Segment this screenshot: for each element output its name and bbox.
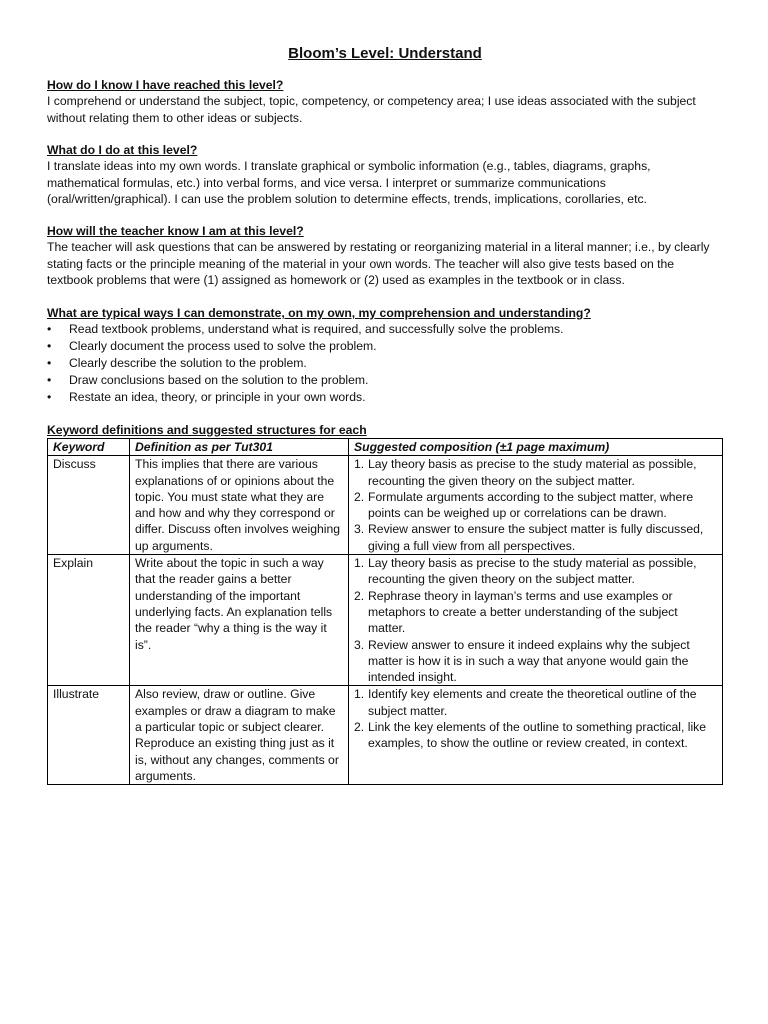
composition-cell: [349, 555, 723, 686]
definition-cell: Also review, draw or outline. Give examples or draw a diagram to make a particular topic or subject clearer. Reproduce an existing thing just as it is, without any changes, comments or arguments.: [130, 686, 349, 785]
table-row: [48, 686, 723, 785]
table-row: [48, 555, 723, 686]
section-teacher-know: [47, 223, 723, 289]
bullet-icon: •: [47, 339, 52, 353]
table-heading: Keyword definitions and suggested structures for each: [47, 423, 367, 437]
table-row: [48, 456, 723, 555]
section-text: I translate ideas into my own words. I translate graphical or symbolic information (e.g., tables, diagrams, graphs, mathematical formulas, etc.) into verbal forms, and vice versa. I interpret or summarize communications (oral/written/graphical). I can use the problem solution to determine effects, trends, implications, corollaries, etc.: [47, 159, 651, 206]
definition-cell: Write about the topic in such a way that the reader gains a better understanding of the important underlying facts. An explanation tells the reader “why a thing is the way it is”.: [130, 555, 349, 686]
step-item: 2. Rephrase theory in layman’s terms and use examples or metaphors to create a better understanding of the subject matter.: [354, 588, 678, 636]
keyword-table: [47, 438, 723, 785]
step-item: 2. Formulate arguments according to the subject matter, where points can be weighed up or correlations can be drawn.: [354, 489, 694, 521]
bullet-list: [47, 321, 723, 406]
step-item: 1. Lay theory basis as precise to the study material as possible, recounting the given theory on the subject matter.: [354, 457, 697, 488]
step-item: 1. Lay theory basis as precise to the study material as possible, recounting the given theory on the subject matter.: [354, 556, 697, 587]
list-item: • Clearly describe the solution to the problem.: [47, 356, 307, 370]
page-title: Bloom’s Level: Understand: [288, 45, 482, 62]
column-header-keyword: Keyword: [48, 439, 130, 456]
section-question: What do I do at this level?: [47, 143, 198, 157]
section-question: How will the teacher know I am at this level?: [47, 224, 304, 238]
keyword-cell: Explain: [48, 555, 130, 686]
list-item: • Read textbook problems, understand what is required, and successfully solve the problems.: [47, 322, 564, 336]
table-header-row: [48, 439, 723, 456]
bullet-icon: •: [47, 373, 52, 387]
composition-cell: [349, 456, 723, 555]
list-item: • Clearly document the process used to solve the problem.: [47, 339, 377, 353]
step-item: 2. Link the key elements of the outline to something practical, like examples, to show the outline or review created, in context.: [354, 720, 707, 751]
keyword-cell: Discuss: [48, 456, 130, 555]
section-text: I comprehend or understand the subject, topic, competency, or competency area; I use ideas associated with the subject without relating them to other ideas or subjects.: [47, 94, 696, 125]
step-item: 3. Review answer to ensure it indeed explains why the subject matter is how it is in such a way that anyone would gain the intended insight.: [354, 637, 690, 685]
composition-cell: [349, 686, 723, 785]
bullet-icon: •: [47, 322, 52, 336]
list-item: • Draw conclusions based on the solution to the problem.: [47, 373, 369, 387]
section-question: What are typical ways I can demonstrate, on my own, my comprehension and understanding?: [47, 306, 591, 320]
column-header-composition: Suggested composition (±1 page maximum): [349, 439, 723, 456]
section-text: The teacher will ask questions that can be answered by restating or reorganizing material in a literal manner; i.e., by clearly stating facts or the principle meaning of the material in your own words. The teacher will also give tests based on the textbook problems that were (1) assigned as homework or (2) used as examples in the textbook or in class.: [47, 240, 710, 287]
bullet-icon: •: [47, 390, 52, 404]
section-question: How do I know I have reached this level?: [47, 78, 284, 92]
step-item: 1. Identify key elements and create the theoretical outline of the subject matter.: [354, 687, 697, 718]
section-what-do: [47, 142, 723, 208]
column-header-definition: Definition as per Tut301: [130, 439, 349, 456]
section-reached-level: [47, 77, 723, 126]
list-item: • Restate an idea, theory, or principle in your own words.: [47, 390, 366, 404]
keyword-cell: Illustrate: [48, 686, 130, 785]
bullet-icon: •: [47, 356, 52, 370]
step-item: 3. Review answer to ensure the subject matter is fully discussed, giving a full view from all perspectives.: [354, 522, 704, 553]
definition-cell: This implies that there are various explanations of or opinions about the topic. You must state what they are and how and why they correspond or differ. Discuss often involves weighing up arguments.: [130, 456, 349, 555]
section-typical-ways: [47, 305, 723, 406]
